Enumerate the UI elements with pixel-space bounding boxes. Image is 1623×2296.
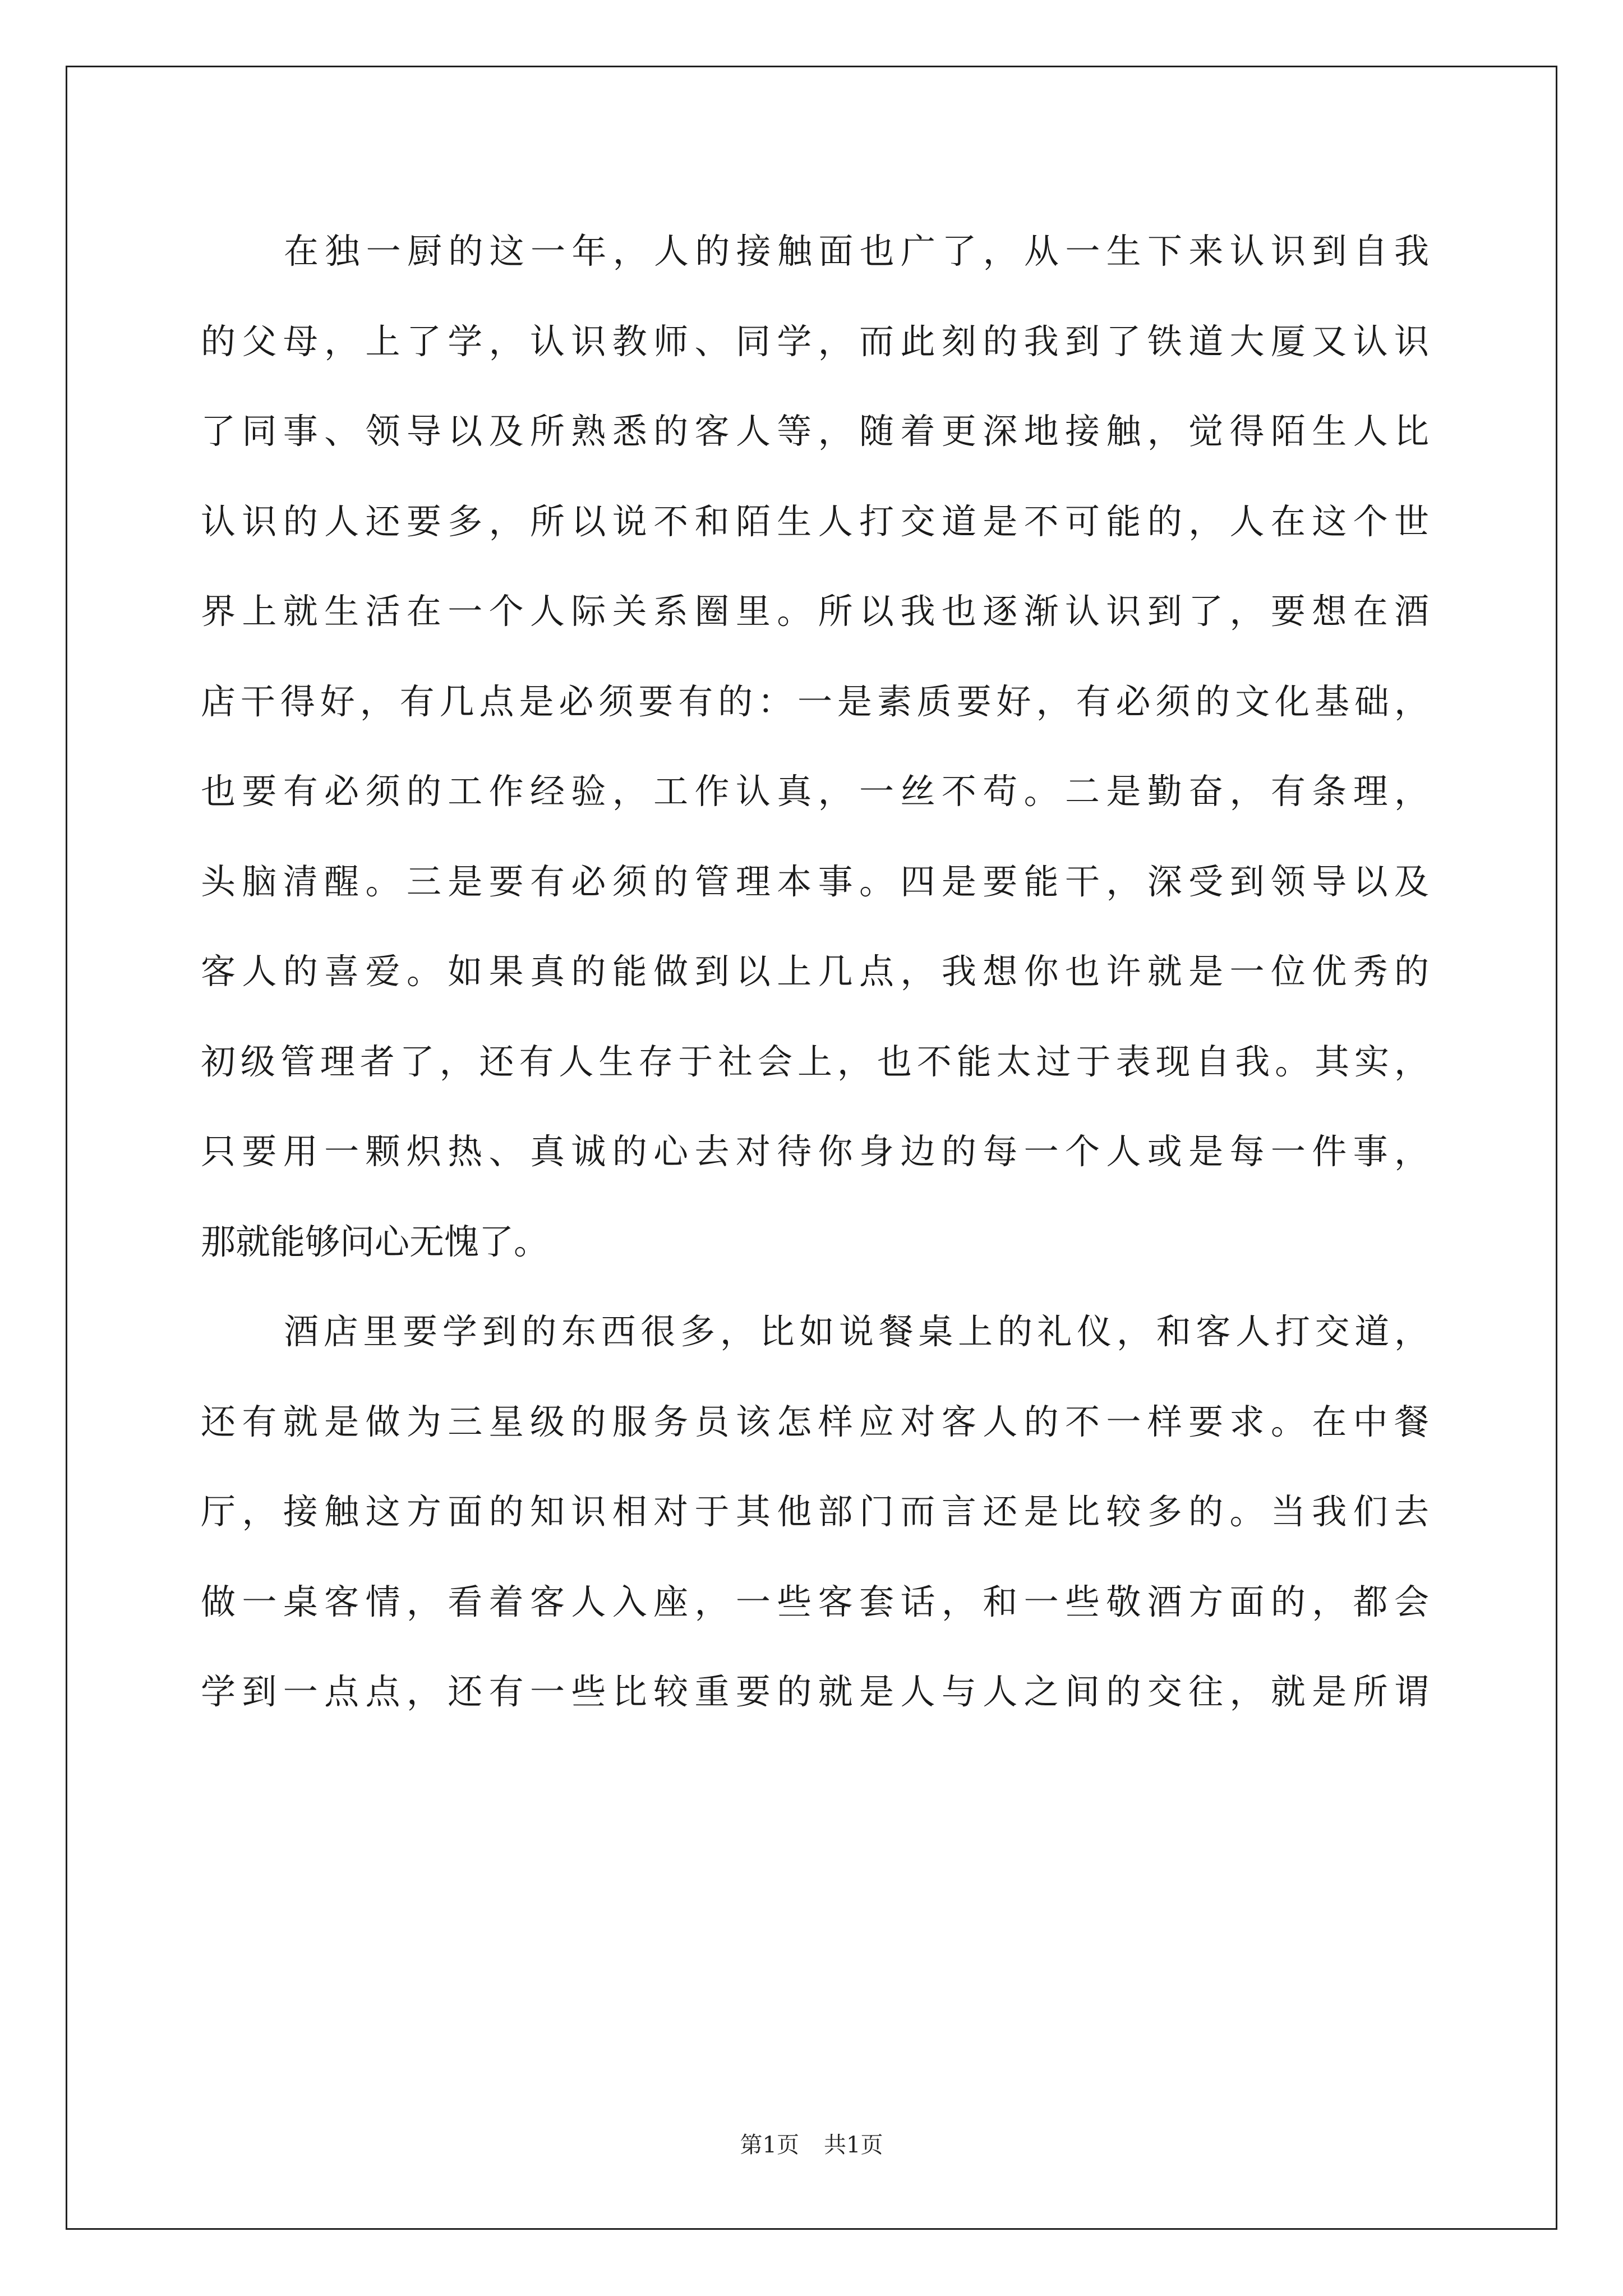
text-line: 店干得好，有几点是必须要有的：一是素质要好，有必须的文化基础， [201,680,1429,722]
text-line: 厅，接触这方面的知识相对于其他部门而言还是比较多的。当我们去 [201,1491,1429,1532]
text-line: 的父母，上了学，认识教师、同学，而此刻的我到了铁道大厦又认识 [201,320,1429,362]
page-total: 共1页 [824,2132,883,2158]
text-line: 学到一点点，还有一些比较重要的就是人与人之间的交往，就是所谓 [201,1671,1429,1712]
text-line: 了同事、领导以及所熟悉的客人等，随着更深地接触，觉得陌生人比 [201,411,1429,452]
page-number: 第1页 [740,2132,799,2158]
text-line: 只要用一颗炽热、真诚的心去对待你身边的每一个人或是每一件事， [201,1131,1429,1172]
text-line: 那就能够问心无愧了。 [201,1221,549,1262]
text-line: 酒店里要学到的东西很多，比如说餐桌上的礼仪，和客人打交道， [284,1311,1429,1352]
text-line: 界上就生活在一个人际关系圈里。所以我也逐渐认识到了，要想在酒 [201,591,1429,632]
document-body [201,206,1429,1737]
text-line: 客人的喜爱。如果真的能做到以上几点，我想你也许就是一位优秀的 [201,951,1429,992]
text-line: 也要有必须的工作经验，工作认真，一丝不苟。二是勤奋，有条理， [201,771,1429,812]
text-line: 认识的人还要多，所以说不和陌生人打交道是不可能的，人在这个世 [201,500,1429,542]
text-line: 还有就是做为三星级的服务员该怎样应对客人的不一样要求。在中餐 [201,1401,1429,1442]
text-line: 头脑清醒。三是要有必须的管理本事。四是要能干，深受到领导以及 [201,861,1429,902]
page-footer [0,2131,1623,2159]
text-line: 初级管理者了，还有人生存于社会上，也不能太过于表现自我。其实， [201,1041,1429,1082]
text-line: 在独一厨的这一年，人的接触面也广了，从一生下来认识到自我 [284,231,1429,272]
text-line: 做一桌客情，看着客人入座，一些客套话，和一些敬酒方面的，都会 [201,1581,1429,1622]
